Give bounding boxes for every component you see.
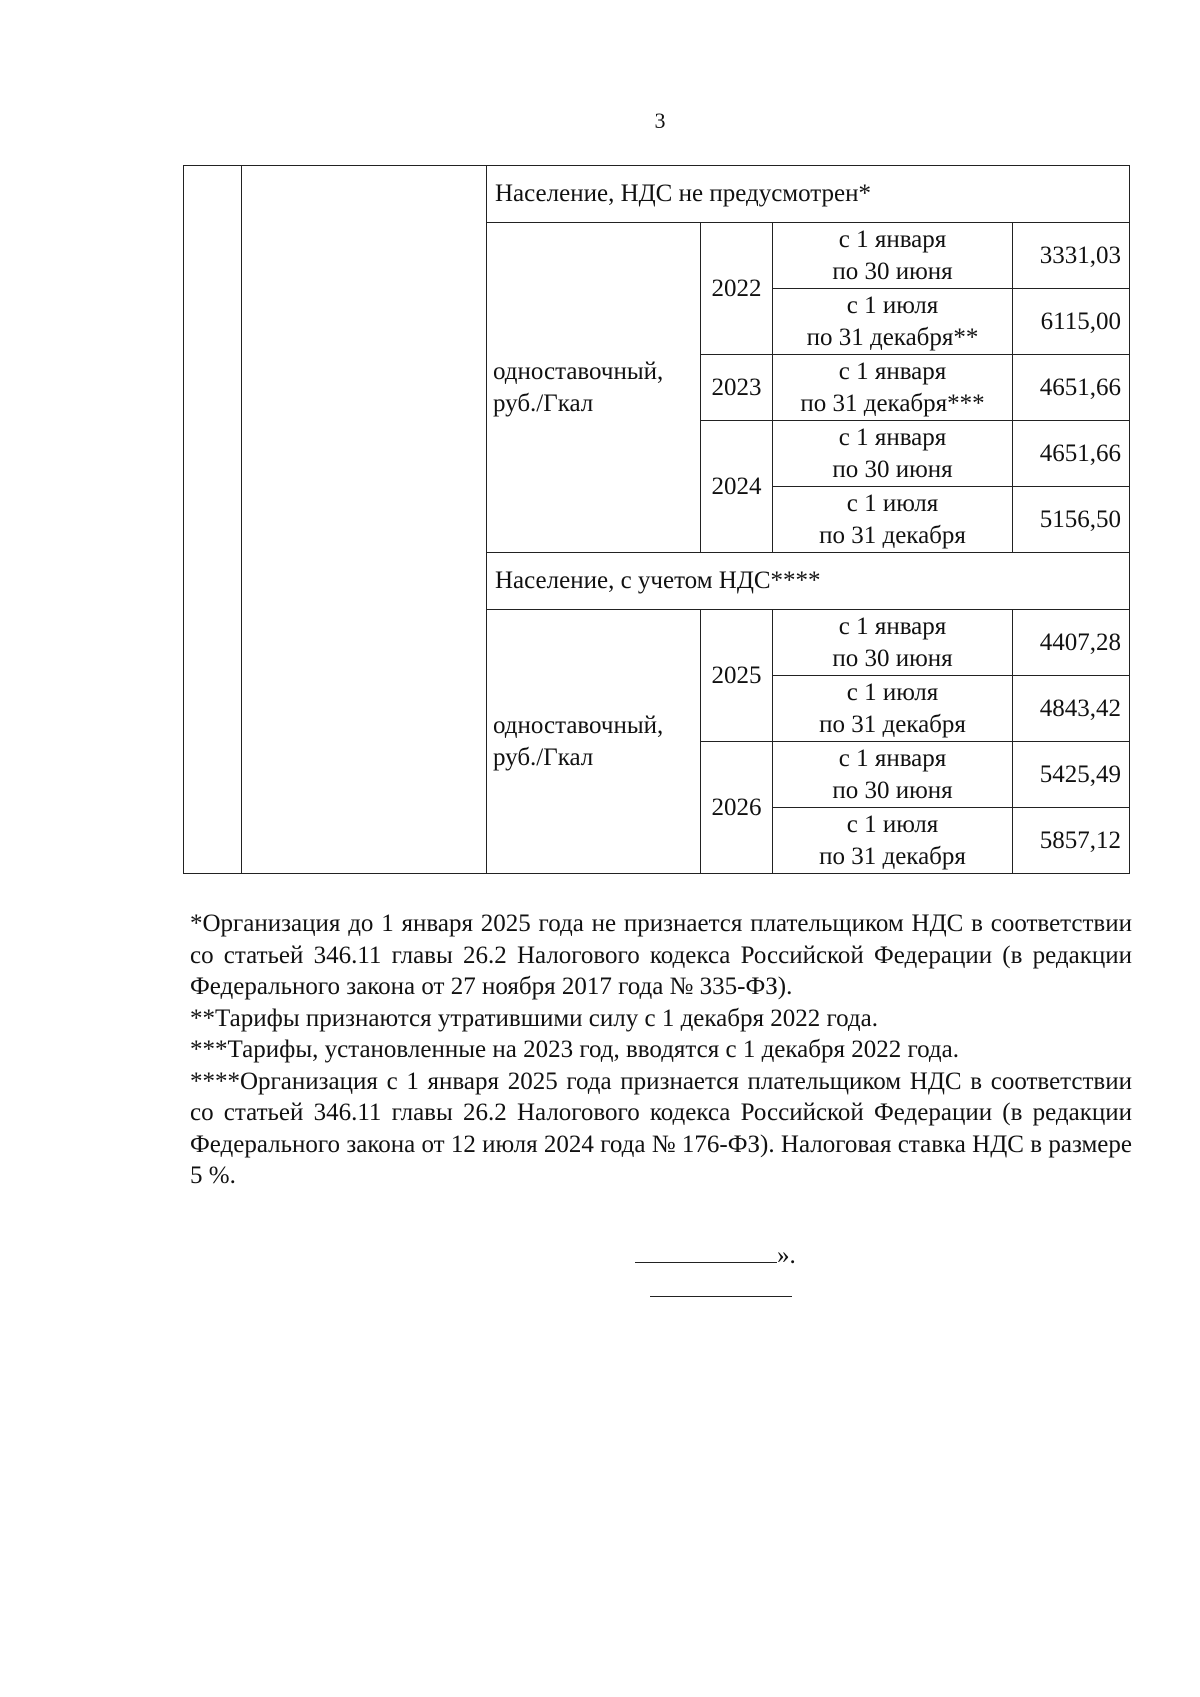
closing-quote: ». <box>777 1242 796 1269</box>
footnote-2: **Тарифы признаются утратившими силу с 1 декабря 2022 года. <box>190 1004 878 1032</box>
closing-underline <box>635 1240 777 1263</box>
period-cell <box>773 610 1013 676</box>
tariff-unit-label: руб./Гкал <box>493 743 594 771</box>
period-end: по 30 июня <box>832 644 953 672</box>
page-number: 3 <box>654 108 666 133</box>
empty-name-cell <box>242 166 487 874</box>
period-start: с 1 июля <box>846 811 939 839</box>
tariff-table <box>183 165 1130 874</box>
period-cell <box>773 355 1013 421</box>
section-header-row <box>184 166 1130 223</box>
period-end: по 31 декабря*** <box>800 389 985 417</box>
end-divider <box>650 1296 792 1297</box>
footnote-1: *Организация до 1 января 2025 года не признается плательщиком НДС в соответствии со статьей 346.11 главы 26.2 Налогового кодекса Российской Федерации (в редакции Федерального закона от 27 ноября 2017 года № 335-ФЗ). <box>190 910 1132 1000</box>
section-header: Население, НДС не предусмотрен* <box>487 166 1130 223</box>
period-cell <box>773 289 1013 355</box>
period-start: с 1 июля <box>846 292 939 320</box>
tariff-value: 4407,28 <box>1013 610 1130 676</box>
footnote-3: ***Тарифы, установленные на 2023 год, вводятся с 1 декабря 2022 года. <box>190 1036 959 1063</box>
tariff-value: 4651,66 <box>1013 355 1130 421</box>
period-end: по 31 декабря <box>819 842 966 870</box>
period-start: с 1 января <box>838 745 947 773</box>
closing-mark <box>635 1240 796 1271</box>
year-cell: 2026 <box>701 742 773 874</box>
tariff-type-cell <box>487 223 701 553</box>
period-cell <box>773 421 1013 487</box>
period-end: по 30 июня <box>832 776 953 804</box>
tariff-value: 5156,50 <box>1013 487 1130 553</box>
period-start: с 1 января <box>838 226 947 254</box>
tariff-value: 5425,49 <box>1013 742 1130 808</box>
period-end: по 31 декабря <box>819 710 966 738</box>
footnote-4: ****Организация с 1 января 2025 года признается плательщиком НДС в соответствии со статьей 346.11 главы 26.2 Налогового кодекса Российской Федерации (в редакции Федерального закона от 12 июля 2024 года № 176-ФЗ). Налоговая ставка НДС в размере 5 %. <box>190 1067 1132 1189</box>
tariff-type-label: одноставочный, <box>493 358 664 386</box>
tariff-value: 4843,42 <box>1013 676 1130 742</box>
year-cell: 2025 <box>701 610 773 742</box>
section-header: Население, с учетом НДС**** <box>487 553 1130 610</box>
year-cell: 2024 <box>701 421 773 553</box>
tariff-type-cell <box>487 610 701 874</box>
tariff-value: 3331,03 <box>1013 223 1130 289</box>
period-end: по 31 декабря** <box>806 323 979 351</box>
period-start: с 1 января <box>838 358 947 386</box>
period-cell <box>773 487 1013 553</box>
period-end: по 31 декабря <box>819 521 966 549</box>
period-start: с 1 июля <box>846 679 939 707</box>
empty-number-cell <box>184 166 242 874</box>
footnotes <box>190 908 1132 1192</box>
tariff-value: 4651,66 <box>1013 421 1130 487</box>
year-cell: 2022 <box>701 223 773 355</box>
period-start: с 1 июля <box>846 490 939 518</box>
period-start: с 1 января <box>838 424 947 452</box>
period-cell <box>773 223 1013 289</box>
year-cell: 2023 <box>701 355 773 421</box>
period-cell <box>773 676 1013 742</box>
period-cell <box>773 808 1013 874</box>
tariff-value: 5857,12 <box>1013 808 1130 874</box>
period-cell <box>773 742 1013 808</box>
tariff-type-label: одноставочный, <box>493 712 664 740</box>
tariff-unit-label: руб./Гкал <box>493 389 594 417</box>
period-end: по 30 июня <box>832 455 953 483</box>
tariff-value: 6115,00 <box>1013 289 1130 355</box>
period-end: по 30 июня <box>832 257 953 285</box>
period-start: с 1 января <box>838 613 947 641</box>
